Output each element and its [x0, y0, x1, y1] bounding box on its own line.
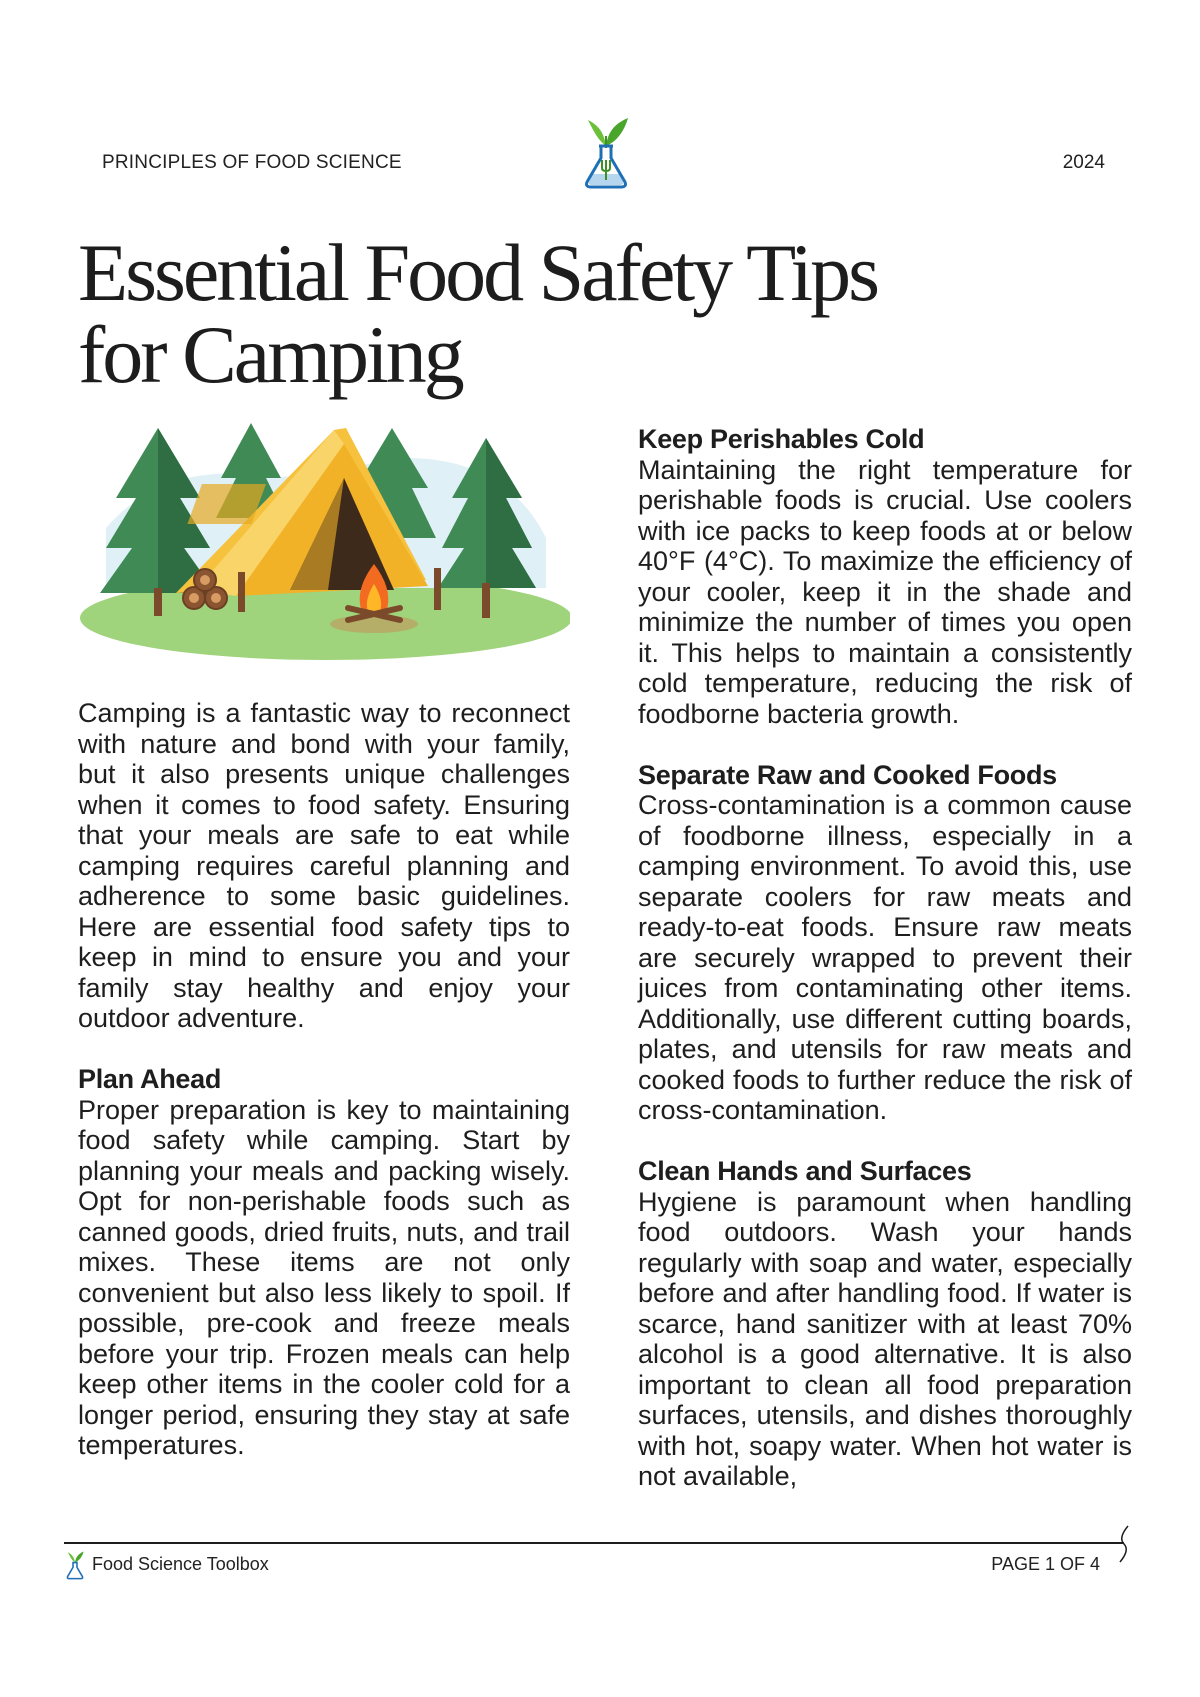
header-year: 2024 [1062, 152, 1105, 173]
section-heading-plan-ahead: Plan Ahead [78, 1064, 222, 1094]
section-body-keep-cold: Maintaining the right temperature for perishable foods is crucial. Use coolers with ice packs to keep foods at or below 40°F (4°C). To maximize the efficiency of your cooler, keep it in the shade and minimize the number of times you open it. This helps to maintain a consistently cold temperature, reducing the risk of foodborne bacteria growth. [638, 454, 1132, 729]
flask-sprout-icon [578, 112, 634, 190]
flask-sprout-icon [64, 1548, 86, 1581]
section-heading-clean-hands: Clean Hands and Surfaces [638, 1156, 972, 1186]
footer-brand: Food Science Toolbox [92, 1554, 269, 1574]
intro-paragraph: Camping is a fantastic way to reconnect with nature and bond with your family, but it also presents unique challenges when it comes to food safety. Ensuring that your meals are safe to eat while camping requires careful planning and adherence to some basic guidelines. Here are essential food safety tips to keep in mind to ensure you and your family stay healthy and enjoy your outdoor adventure. [78, 698, 570, 1033]
page-number: PAGE 1 OF 4 [991, 1554, 1100, 1574]
section-heading-keep-cold: Keep Perishables Cold [638, 424, 925, 454]
divider-flourish-icon [1114, 1524, 1134, 1564]
section-heading-separate-foods: Separate Raw and Cooked Foods [638, 759, 1057, 790]
section-body-clean-hands: Hygiene is paramount when handling food outdoors. Wash your hands regularly with soap and water, especially before and after handling food. If water is scarce, hand sanitizer with at least 70% alcohol is a good alternative. It is also important to clean all food preparation surfaces, utensils, and dishes thoroughly with hot, soapy water. When hot water is not available, [638, 1186, 1132, 1491]
section-body-separate-foods: Cross-contamination is a common cause of foodborne illness, especially in a camping environment. To avoid this, use separate coolers for raw meats and ready-to-eat foods. Ensure raw meats are securely wrapped to prevent their juices from contaminating other items. Additionally, use different cutting boards, plates, and utensils for raw meats and cooked foods to further reduce the risk of cross-contamination. [638, 790, 1132, 1125]
section-body-plan-ahead: Proper preparation is key to maintaining food safety while camping. Start by planning your meals and packing wisely. Opt for non-perishable foods such as canned goods, dried fruits, nuts, and trail mixes. These items are not only convenient but also less likely to spoil. If possible, pre-cook and freeze meals before your trip. Frozen meals can help keep other items in the cooler cold for a longer period, ensuring they stay at safe temperatures. [78, 1094, 570, 1460]
right-column [638, 424, 1132, 1492]
camping-tent-illustration [76, 418, 570, 660]
footer-divider [64, 1542, 1124, 1544]
page-title: Essential Food Safety Tips for Camping [78, 227, 878, 400]
header-course-title: PRINCIPLES OF FOOD SCIENCE [102, 152, 402, 173]
left-column [78, 698, 570, 1461]
